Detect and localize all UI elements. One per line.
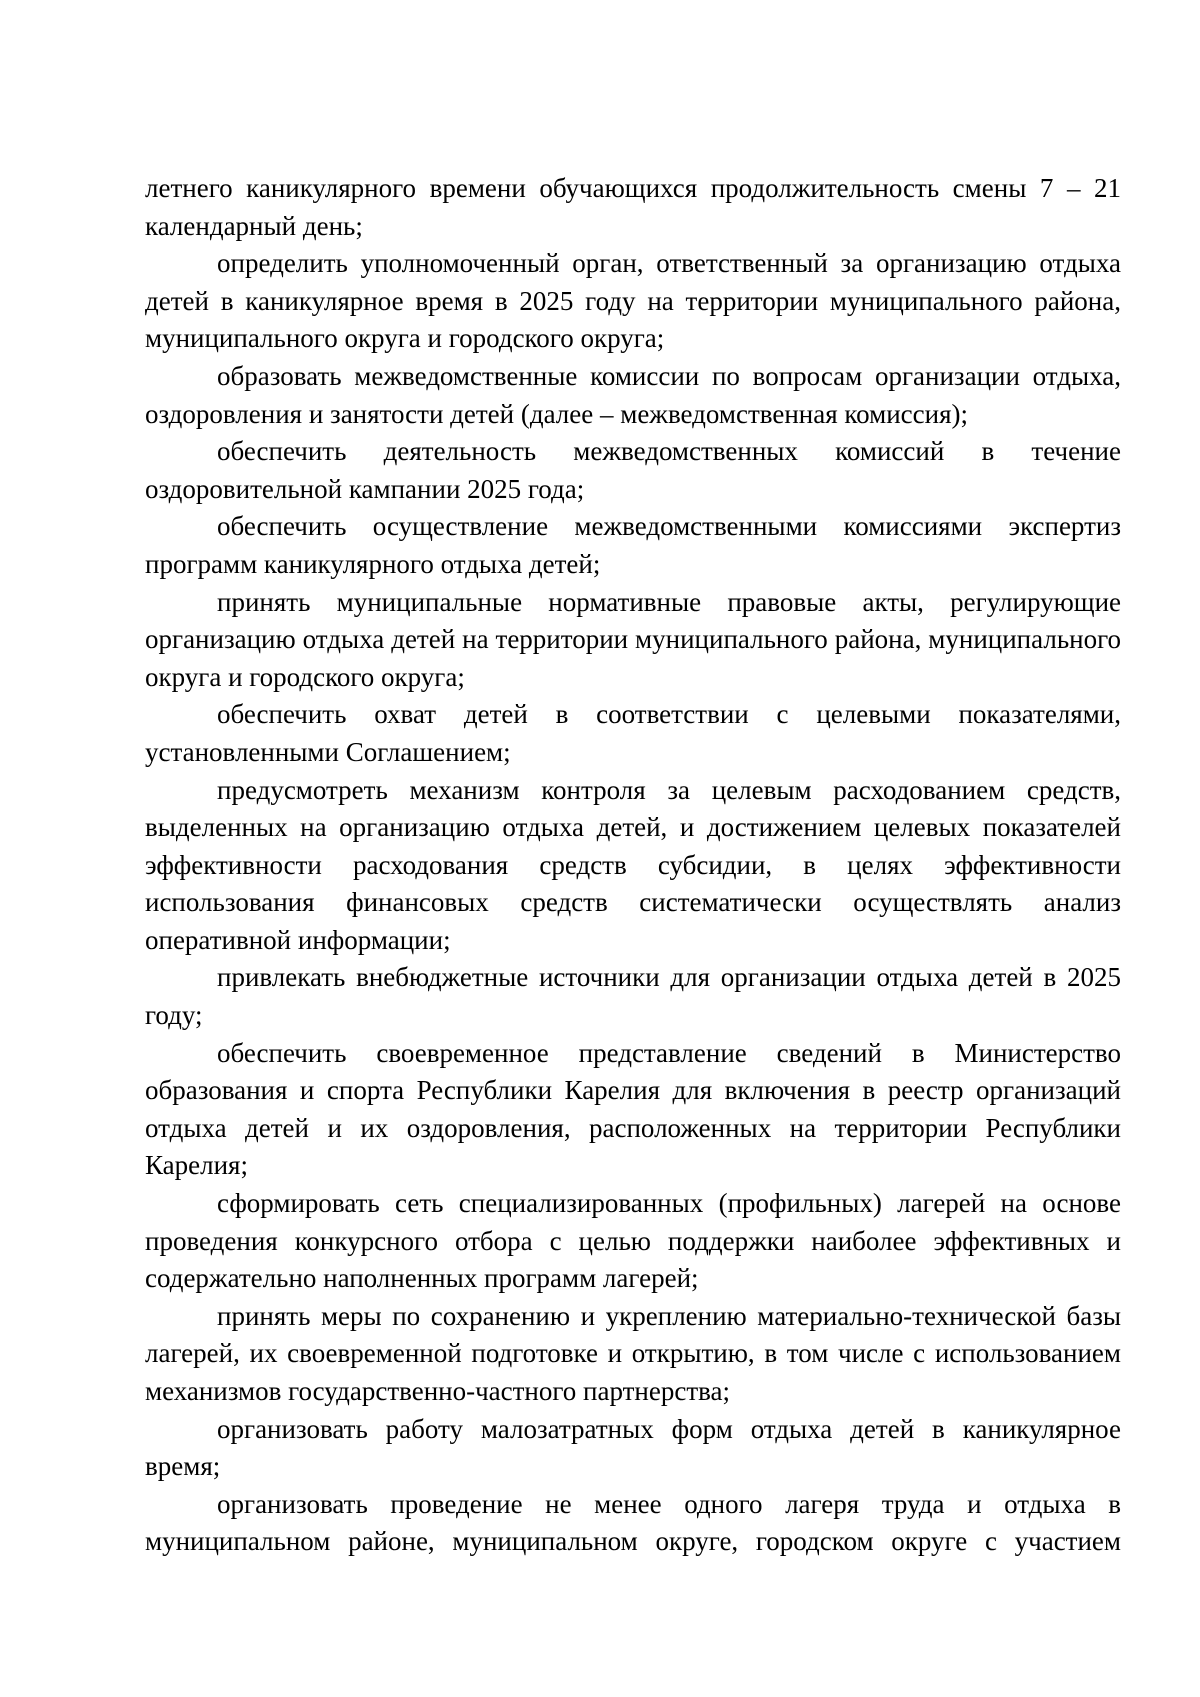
paragraph-authorized-body: определить уполномоченный орган, ответственный за организацию отдыха детей в каникулярное время в 2025 году на территории муниципального района, муниципального округа и городского округа; bbox=[145, 248, 1121, 354]
paragraph-interdepartmental-commissions: образовать межведомственные комиссии по вопросам организации отдыха, оздоровления и занятости детей (далее – межведомственная комиссия); bbox=[145, 360, 1121, 429]
paragraph-material-base: принять меры по сохранению и укреплению материально-технической базы лагерей, их своевременной подготовке и открытию, в том числе с использованием механизмов государственно-частного партнерства; bbox=[145, 1300, 1121, 1406]
paragraph-program-expertise: обеспечить осуществление межведомственными комиссиями экспертиз программ каникулярного отдыха детей; bbox=[145, 511, 1121, 579]
paragraph-specialized-camps: сформировать сеть специализированных (профильных) лагерей на основе проведения конкурсного отбора с целью поддержки наиболее эффективных и содержательно наполненных программ лагерей; bbox=[145, 1188, 1121, 1294]
paragraph-commission-activity: обеспечить деятельность межведомственных комиссий в течение оздоровительной кампании 2025 года; bbox=[145, 436, 1121, 504]
paragraph-continuation: летнего каникулярного времени обучающихся продолжительность смены 7 – 21 календарный день; bbox=[145, 173, 1121, 241]
paragraph-labor-camp: организовать проведение не менее одного лагеря труда и отдыха в муниципальном районе, муниципальном округе, городском округе с участием bbox=[145, 1488, 1121, 1557]
paragraph-registry-information: обеспечить своевременное представление сведений в Министерство образования и спорта Республики Карелия для включения в реестр организаций отдыха детей и их оздоровления, расположенных на территории Республики Карелия; bbox=[145, 1037, 1121, 1181]
paragraph-low-cost-forms: организовать работу малозатратных форм отдыха детей в каникулярное время; bbox=[145, 1413, 1121, 1482]
paragraph-coverage: обеспечить охват детей в соответствии с целевыми показателями, установленными Соглашением; bbox=[145, 699, 1121, 767]
document-body bbox=[145, 170, 1121, 1561]
paragraph-spending-control: предусмотреть механизм контроля за целевым расходованием средств, выделенных на организацию отдыха детей, и достижением целевых показателей эффективности расходования средств субсидии, в целях эффективности использования финансовых средств систематически осуществлять анализ оперативной информации; bbox=[145, 774, 1121, 955]
paragraph-extra-budget-sources: привлекать внебюджетные источники для организации отдыха детей в 2025 году; bbox=[145, 962, 1121, 1031]
paragraph-municipal-acts: принять муниципальные нормативные правовые акты, регулирующие организацию отдыха детей на территории муниципального района, муниципального округа и городского округа; bbox=[145, 586, 1121, 692]
